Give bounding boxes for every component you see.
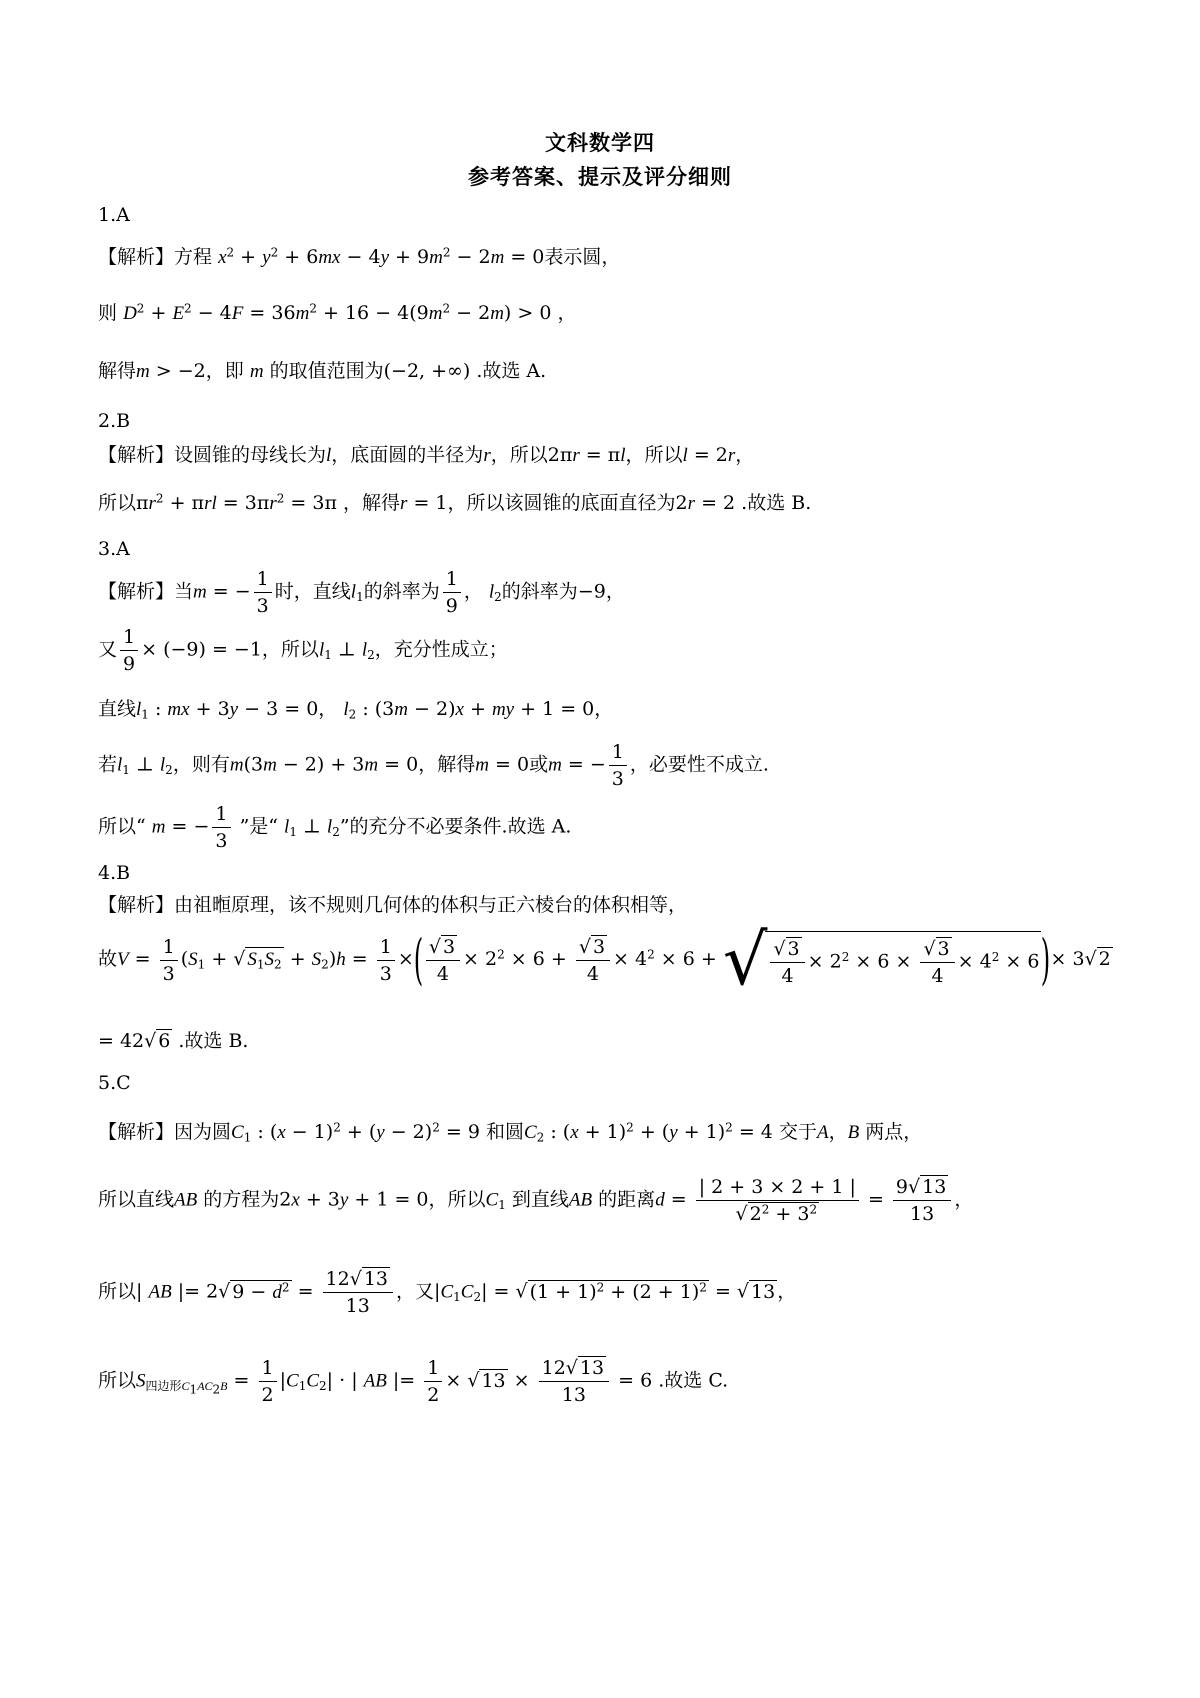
q5-line1: 【解析】因为圆$C_1$ : $(x - 1)^2 + (y - 2)^2 = 9$ 和圆$C_2$ : $(x + 1)^2 + (y + 1)^2 = 4$ 交于A，B 两点，	[98, 1120, 923, 1145]
q5-line2: 所以直线AB 的方程为2x + 3y + 1 = 0，所以$C_1$ 到直线AB 的距离d = $\frac{| 2 + 3 \times 2 + 1 |}{√ 2^2 + 3^2}$ = $\frac{9√ 13}{13}$ ，	[98, 1176, 974, 1225]
q2-line2: 所以$\pi r^2 + \pi rl = 3\pi r^2 = 3\pi$ ，解得r = 1，所以该圆锥的底面直径为2r = 2 .故选 B.	[98, 491, 812, 514]
q5-line3: 所以| AB |= 2√ $9 - d^2$ = $\frac{12√ 13}{13}$ ，又$|C_1C_2|$ = √ $(1 + 1)^2 + (2 + 1)^2$ = √ 13 ，	[98, 1268, 797, 1317]
q1-line2: 则 $D^2 + E^2 - 4F = 36m^2 + 16 - 4(9m^2 - 2m) > 0$ ，	[98, 301, 577, 324]
q2-line1: 【解析】设圆锥的母线长为l，底面圆的半径为r，所以2πr = πl，所以l = 2r，	[98, 444, 755, 466]
q3-line1: 【解析】当m = − $\frac{1}{3}$ 时，直线$l_1$的斜率为 $\frac{1}{9}$ ， $l_2$的斜率为−9，	[98, 568, 625, 617]
q3-line3: 直线$l_1$ : mx + 3y − 3 = 0， $l_2$ : (3m − 2)x + my + 1 = 0，	[98, 698, 614, 722]
q3-label: 3.A	[98, 538, 130, 560]
q1-line3: 解得m > −2，即 m 的取值范围为(−2, +∞) .故选 A.	[98, 360, 547, 382]
q5-line4: 所以$S_{四边形C_1AC_2B}$ = $\frac{1}{2}$ $|C_1C_2|$ · | AB |= $\frac{1}{2}$ × √ 13 × $\frac{12√ 13}{13}$ = 6 .故选 C.	[98, 1357, 729, 1406]
q1-line1: 【解析】方程 $x^2 + y^2 + 6mx - 4y + 9m^2 - 2m = 0$表示圆，	[98, 245, 621, 268]
q3-line5: 所以“ m = − $\frac{1}{3}$ ”是“ $l_1$ ⊥ $l_2$”的充分不必要条件.故选 A.	[98, 803, 572, 852]
q1-label: 1.A	[98, 204, 130, 226]
q4-line3: = 42√ 6 .故选 B.	[98, 1030, 249, 1052]
q3-line2: 又 $\frac{1}{9}$ × (−9) = −1，所以$l_1$ ⊥ $l_2$，充分性成立；	[98, 626, 508, 675]
q3-line4: 若$l_1$ ⊥ $l_2$，则有m(3m − 2) + 3m = 0，解得m = 0或m = − $\frac{1}{3}$ ，必要性不成立.	[98, 741, 769, 790]
q4-line2: 故V = $\frac{1}{3}$ ($S_1$ + √ $S_1S_2 + S_2)h$ = $\frac{1}{3}$ ×( $\frac{√ 3}{4}$ × $2^2 \times 6$ + $\frac{√ 3}{4}$ × $4^2 \times 6$ + √ $\frac{√ 3}{4}$ × $2^2 \times 6$ × $\frac{√ 3}{4}$ × $4^2 \times 6)\times 3√$ 2	[98, 919, 1111, 1001]
q5-label: 5.C	[98, 1072, 131, 1094]
q2-label: 2.B	[98, 410, 131, 432]
q4-line1: 【解析】由祖暅原理，该不规则几何体的体积与正六棱台的体积相等，	[98, 894, 688, 916]
document-title: 文科数学四	[545, 130, 655, 155]
q4-label: 4.B	[98, 862, 131, 884]
document-subtitle: 参考答案、提示及评分细则	[468, 164, 732, 189]
